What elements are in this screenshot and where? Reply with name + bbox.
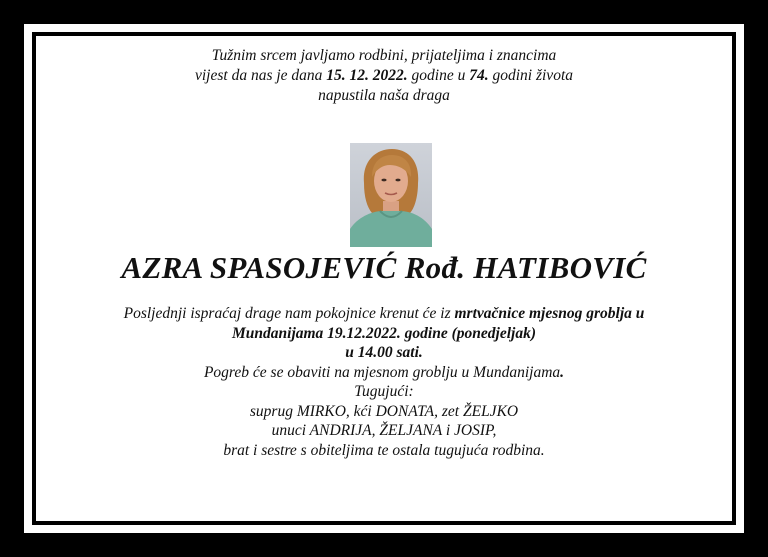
mourners-heading: Tugujući:: [354, 383, 414, 400]
funeral-line-1-pre: Posljednji ispraćaj drage nam pokojnice krenut će iz: [123, 305, 455, 322]
intro-line-2-post: godini života: [488, 67, 573, 84]
mourners-line-1: suprug MIRKO, kći DONATA, zet ŽELJKO: [249, 402, 519, 420]
intro-line-2-pre: vijest da nas je dana: [194, 67, 327, 84]
notice-card: [24, 24, 744, 533]
intro-text: [36, 46, 732, 106]
funeral-details: [36, 304, 732, 460]
age-at-death: 74.: [469, 67, 489, 84]
deceased-name: AZRA SPASOJEVIĆ Rođ. HATIBOVIĆ: [121, 250, 647, 285]
funeral-line-1: [36, 304, 732, 324]
intro-line-2-mid: godine u: [407, 67, 470, 84]
date-of-death: 15. 12. 2022.: [326, 67, 408, 84]
burial-text: Pogreb će se obaviti na mjesnom groblju u Mundanijama: [203, 363, 561, 381]
deceased-portrait-photo: [350, 143, 432, 247]
notice-border-frame: [32, 32, 736, 525]
funeral-time: u 14.00 sati.: [345, 344, 423, 361]
intro-line-2: [36, 66, 732, 86]
burial-dot: .: [560, 363, 565, 381]
burial-line: [36, 363, 732, 383]
funeral-date: Mundanijama 19.12.2022. godine (ponedjeljak): [232, 324, 536, 342]
intro-line-3: napustila naša draga: [318, 87, 450, 104]
mourners-line-3: brat i sestre s obiteljima te ostala tugujuća rodbina.: [223, 441, 545, 459]
mourners-line-2: unuci ANDRIJA, ŽELJANA i JOSIP,: [271, 422, 497, 439]
funeral-location: mrtvačnice mjesnog groblja u: [454, 305, 645, 322]
intro-line-1: Tužnim srcem javljamo rodbini, prijateljima i znancima: [211, 47, 557, 64]
